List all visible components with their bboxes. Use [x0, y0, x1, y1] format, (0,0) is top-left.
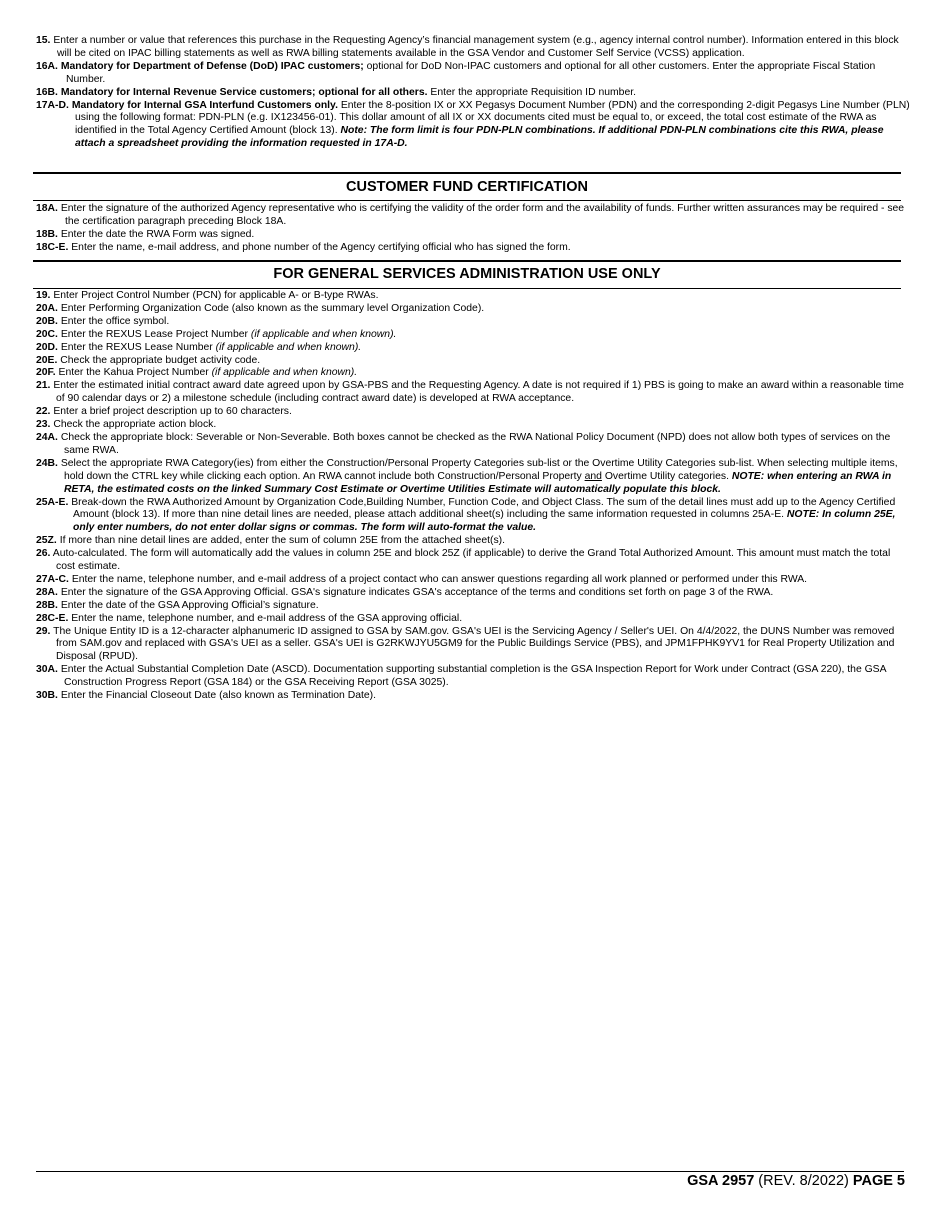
instruction-text: (if applicable and when known). — [215, 341, 362, 353]
instruction-label: 28A. — [36, 586, 58, 598]
section-heading-gsa-use-only: FOR GENERAL SERVICES ADMINISTRATION USE ONLY — [273, 266, 661, 282]
instruction-text: Enter the 8-position IX or XX Pegasys Document Number (PDN) and the corresponding 2-digit Pegasys Line Number (PLN) using the following format: PDN-PLN (e.g. IX123456-01). This dollar amount of all IX or XX documents cited must be equal to, or exceed, the total cost estimate of the RWA as identified in the Total Agency Certified Amount (block 13). — [75, 99, 910, 137]
instruction-text: Break-down the RWA Authorized Amount by Organization Code,Building Number, Function Code, and Object Class. The sum of the detail lines must add up to the Agency Certified Amount (block 13). If more than nine detail lines are needed, please attach additional sheet(s) including the same information requested in columns 25A-E. — [71, 496, 896, 521]
instructions-block-2 — [36, 203, 912, 255]
instruction-label: 29. — [36, 625, 51, 637]
instruction-item — [36, 587, 912, 600]
instruction-item — [36, 303, 912, 316]
instruction-label: 22. — [36, 406, 51, 418]
instruction-label: 15. — [36, 35, 51, 46]
instruction-item — [36, 35, 912, 61]
instruction-text: Enter Performing Organization Code (also known as the summary level Organization Code). — [60, 302, 485, 314]
instruction-text: Enter the date the RWA Form was signed. — [60, 228, 255, 240]
instruction-label: 19. — [36, 290, 51, 301]
page-footer — [687, 1172, 905, 1190]
instruction-label: 30B. — [36, 690, 58, 702]
form-number: GSA 2957 — [687, 1173, 755, 1189]
instruction-label: 16B. — [36, 86, 58, 98]
instruction-text: (if applicable and when known). — [211, 367, 358, 379]
instruction-text: Note: The form limit is four PDN-PLN combinations. If additional PDN-PLN combinations cite this RWA, please attach a spreadsheet providing the information requested in 17A-D. — [75, 125, 884, 150]
instruction-item — [36, 355, 912, 368]
instruction-label: 20B. — [36, 315, 58, 327]
instruction-item — [36, 626, 912, 665]
instruction-label: 26. — [36, 548, 51, 560]
instruction-label: 25Z. — [36, 535, 57, 547]
instruction-item — [36, 497, 912, 536]
page-number: PAGE 5 — [852, 1173, 905, 1189]
instruction-text: Check the appropriate action block. — [53, 419, 217, 431]
instruction-text: (if applicable and when known). — [250, 328, 397, 340]
instruction-label: 21. — [36, 380, 51, 392]
instruction-text: Enter the name, e-mail address, and phone number of the Agency certifying official who has signed the form. — [71, 241, 571, 253]
instruction-text: If more than nine detail lines are added, enter the sum of column 25E from the attached sheet(s). — [59, 535, 506, 547]
instruction-text: The Unique Entity ID is a 12-character alphanumeric ID assigned to GSA by SAM.gov. GSA's UEI is the Servicing Agency / Seller's UEI. On 4/4/2022, the DUNS Number was removed from SAM.gov and replaced with GSA's UEI as a seller. GSA's UEI is G2RKWJYU5GM9 for the Public Buildings Service (PBS), and JPM1FPHK9YV1 for Real Property Utilization and Disposal (RPUD). — [53, 625, 895, 663]
section-rule — [33, 200, 901, 201]
instruction-text: Enter a number or value that references this purchase in the Requesting Agency’s financial management system (e.g., agency internal control number). Information entered in this block will be cited on IPAC billing statements as well as RWA billing statements available in the GSA Vendor and Customer Self Service (VCSS) application. — [53, 35, 899, 59]
instruction-item — [36, 548, 912, 574]
instruction-text: Enter the name, telephone number, and e-mail address of the GSA approving official. — [71, 612, 463, 624]
instruction-text: Enter the Actual Substantial Completion Date (ASCD). Documentation supporting substantial completion is the GSA Inspection Report for Work under Contract (GSA 220), the GSA Construction Progress Report (GSA 184) or the GSA Receiving Report (GSA 3025). — [60, 664, 886, 689]
instruction-text: and — [584, 470, 602, 482]
form-revision: (REV. 8/2022) — [754, 1173, 853, 1189]
instruction-item — [36, 600, 912, 613]
instruction-label: 20A. — [36, 302, 58, 314]
instruction-label: 23. — [36, 419, 51, 431]
instruction-text: Enter a brief project description up to 60 characters. — [53, 406, 292, 418]
instruction-item — [36, 432, 912, 458]
instruction-item — [36, 61, 912, 87]
instruction-text: Check the appropriate block: Severable or Non-Severable. Both boxes cannot be checked as the RWA National Policy Document (NPD) does not allow both types of services on the same RWA. — [60, 431, 891, 456]
section-heading-customer-fund-certification: CUSTOMER FUND CERTIFICATION — [346, 179, 588, 195]
instruction-item — [36, 664, 912, 690]
instruction-item — [36, 329, 912, 342]
instruction-item — [36, 613, 912, 626]
instruction-item — [36, 419, 912, 432]
instruction-text: Select the appropriate RWA Category(ies) from either the Construction/Personal Property Categories sub-list or the Overtime Utility Categories sub-list. When selecting multiple items, hold down the CTRL key while clicking each option. An RWA cannot include both Construction/Personal Property — [60, 457, 898, 482]
instruction-item — [36, 290, 912, 303]
instruction-item — [36, 574, 912, 587]
instruction-item — [36, 87, 912, 100]
instruction-item — [36, 380, 912, 406]
instruction-label: 30A. — [36, 664, 58, 676]
instruction-item — [36, 229, 912, 242]
instruction-text: Mandatory for Internal GSA Interfund Customers only. — [71, 99, 338, 111]
instruction-text: Overtime Utility categories. — [601, 470, 732, 482]
instruction-label: 20E. — [36, 354, 58, 366]
instruction-text: NOTE: when entering an RWA in RETA, the estimated costs on the linked Summary Cost Estimate or Overtime Utilities Estimate will automatically populate this block. — [64, 470, 892, 495]
instruction-label: 28C-E. — [36, 612, 69, 624]
instruction-text: Enter Project Control Number (PCN) for applicable A- or B-type RWAs. — [53, 290, 379, 301]
instruction-label: 28B. — [36, 599, 58, 611]
instruction-item — [36, 316, 912, 329]
instruction-text: Mandatory for Department of Defense (DoD) IPAC customers; — [60, 60, 364, 72]
instruction-item — [36, 690, 912, 703]
instruction-label: 18B. — [36, 228, 58, 240]
section-rule — [33, 172, 901, 174]
instruction-label: 20F. — [36, 367, 56, 379]
instruction-text: Enter the office symbol. — [60, 315, 170, 327]
instruction-label: 27A-C. — [36, 573, 69, 585]
section-rule — [33, 288, 901, 289]
instruction-label: 16A. — [36, 60, 58, 72]
instruction-text: Enter the Financial Closeout Date (also known as Termination Date). — [60, 690, 376, 702]
instruction-text: Enter the REXUS Lease Number — [60, 341, 216, 353]
instruction-text: Enter the signature of the authorized Agency representative who is certifying the validity of the order form and the availability of funds. Further written assurances may be required - see the certification paragraph preceding Block 18A. — [60, 203, 905, 227]
instruction-text: optional for DoD Non-IPAC customers and optional for all other customers. Enter the appropriate Fiscal Station Number. — [66, 60, 876, 85]
instruction-text: Enter the date of the GSA Approving Official’s signature. — [60, 599, 319, 611]
instruction-item — [36, 458, 912, 497]
instruction-item — [36, 203, 912, 229]
instruction-text: Enter the signature of the GSA Approving Official. GSA's signature indicates GSA's acceptance of the terms and conditions set forth on page 3 of the RWA. — [60, 586, 774, 598]
instruction-label: 18A. — [36, 203, 58, 214]
instruction-label: 20C. — [36, 328, 58, 340]
instruction-label: 24A. — [36, 431, 58, 443]
instruction-text: Enter the Kahua Project Number — [58, 367, 212, 379]
instruction-label: 25A-E. — [36, 496, 69, 508]
instruction-label: 18C-E. — [36, 241, 69, 253]
instructions-block-3 — [36, 290, 912, 703]
instruction-text: Enter the name, telephone number, and e-mail address of a project contact who can answer questions regarding all work planned or performed under this RWA. — [71, 573, 808, 585]
instruction-text: Check the appropriate budget activity code. — [60, 354, 261, 366]
section-rule — [33, 260, 901, 262]
instruction-item — [36, 535, 912, 548]
instruction-label: 24B. — [36, 457, 58, 469]
instruction-item — [36, 100, 912, 152]
instruction-label: 20D. — [36, 341, 58, 353]
instruction-item — [36, 342, 912, 355]
instruction-text: Enter the REXUS Lease Project Number — [60, 328, 251, 340]
instruction-text: Enter the appropriate Requisition ID number. — [427, 86, 637, 98]
instruction-item — [36, 367, 912, 380]
instruction-item — [36, 242, 912, 255]
instruction-text: Auto-calculated. The form will automatically add the values in column 25E and block 25Z (if applicable) to derive the Grand Total Authorized Amount. This amount must match the total cost estimate. — [52, 548, 891, 573]
instruction-text: NOTE: In column 25E, only enter numbers, do not enter dollar signs or commas. The form will auto-format the value. — [73, 509, 896, 534]
instruction-item — [36, 406, 912, 419]
instruction-label: 17A-D. — [36, 99, 69, 111]
instruction-text: Mandatory for Internal Revenue Service customers; optional for all others. — [60, 86, 428, 98]
instructions-block-1 — [36, 35, 912, 151]
instruction-text: Enter the estimated initial contract award date agreed upon by GSA-PBS and the Requesting Agency. A date is not required if 1) PBS is going to make an award within a reasonable time of 90 calendar days or 2) a milestone schedule (including contract award date) is developed at RWA acceptance. — [53, 380, 904, 405]
